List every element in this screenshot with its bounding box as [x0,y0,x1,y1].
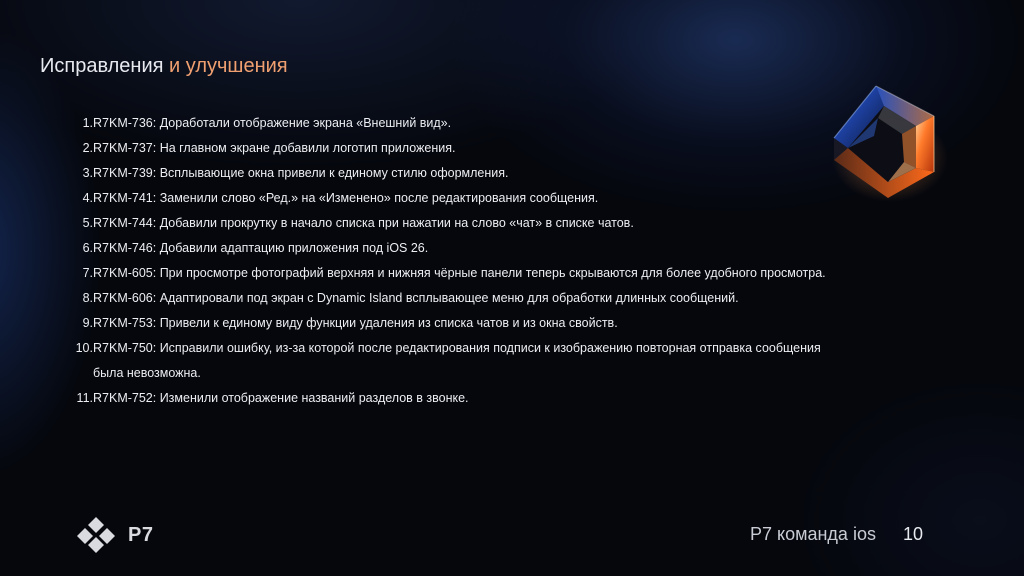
item-number: 11. [76,391,93,405]
title-main: Исправления [40,55,164,77]
list-item [70,136,850,161]
title-accent: и улучшения [169,55,288,77]
item-text: R7KM-744: Добавили прокрутку в начало списка при нажатии на слово «чат» в списке чатов. [93,216,634,230]
item-number: 10. [75,341,93,355]
item-text: R7KM-737: На главном экране добавили логотип приложения. [93,141,456,155]
diamond-cluster-logo-icon [72,516,120,554]
list-item [70,111,850,136]
list-item [70,236,850,261]
item-text: R7KM-746: Добавили адаптацию приложения под iOS 26. [93,241,429,255]
item-number: 6. [82,241,93,255]
page-number: 10 [903,524,924,544]
item-number: 2. [82,141,93,155]
item-number: 1. [82,116,93,130]
changes-list [70,111,850,411]
item-number: 8. [82,291,93,305]
logo-text: P7 [128,523,154,546]
item-number: 3. [82,166,93,180]
item-text: R7KM-736: Доработали отображение экрана «Внешний вид». [93,116,452,130]
company-logo [72,516,153,554]
glass-cube-icon [818,76,948,206]
item-text: R7KM-750: Исправили ошибку, из-за которой после редактирования подписи к изображению повторная отправка сообщения была невозможна. [93,341,821,380]
item-number: 4. [82,191,93,205]
item-text: R7KM-752: Изменили отображение названий разделов в звонке. [93,391,469,405]
item-text: R7KM-753: Привели к единому виду функции удаления из списка чатов и из окна свойств. [93,316,618,330]
footer-team-label: Р7 команда ios [750,524,876,544]
list-item [70,161,850,186]
list-item [70,186,850,211]
item-number: 5. [82,216,93,230]
list-item [70,261,850,286]
item-number: 7. [82,266,93,280]
slide-title [40,53,288,79]
item-text: R7KM-739: Всплывающие окна привели к единому стилю оформления. [93,166,509,180]
list-item [70,386,850,411]
item-text: R7KM-605: При просмотре фотографий верхняя и нижняя чёрные панели теперь скрываются для более удобного просмотра. [93,266,826,280]
item-text: R7KM-606: Адаптировали под экран с Dynamic Island всплывающее меню для обработки длинных сообщений. [93,291,739,305]
item-number: 9. [82,316,93,330]
list-item [70,311,850,336]
list-item [70,286,850,311]
list-item [70,336,850,386]
item-text: R7KM-741: Заменили слово «Ред.» на «Изменено» после редактирования сообщения. [93,191,599,205]
list-item [70,211,850,236]
